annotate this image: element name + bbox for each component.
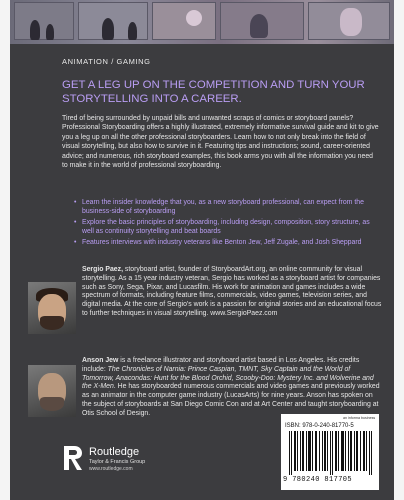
feature-item: • Learn the insider knowledge that you, as a new storyboard professional, can expect from the business-side of storyboarding — [82, 198, 380, 217]
silhouette-figure — [102, 18, 114, 40]
silhouette-figure — [46, 24, 54, 40]
barcode-block — [281, 414, 379, 490]
feature-item: • Features interviews with industry veterans like Benton Jew, Jeff Zugale, and Josh Sheppard — [82, 238, 380, 247]
author-bio-text: . He has storyboarded numerous commercials and video games and previously worked as an animator in the computer game industry (LucasArts) for nine years. Anson has spoken on the subject of storyboards at San Diego Comic Con and at Art Center and taught storyboarding at Otis School of Design. — [82, 383, 380, 417]
informa-label: an informa business — [343, 416, 376, 420]
author-photo-sergio-paez — [28, 282, 76, 334]
author-photo-anson-jew — [28, 365, 76, 417]
routledge-logo-icon — [62, 444, 84, 472]
sketch-character — [186, 10, 202, 26]
barcode-digits: 9 780240 817705 — [283, 476, 353, 484]
publisher-block — [62, 442, 202, 482]
photo-beard — [40, 397, 64, 411]
photo-beard — [40, 316, 64, 330]
back-cover — [10, 0, 394, 500]
publisher-url: www.routledge.com — [89, 466, 133, 472]
silhouette-figure — [250, 14, 268, 38]
publisher-name: Routledge — [89, 446, 140, 458]
feature-item: • Explore the basic principles of storyboarding, including design, composition, story structure, as well as continuity storytelling and beat boards — [82, 218, 380, 237]
author-credits: The Chronicles of Narnia: Prince Caspian, TMNT, Sky Captain and the World of Tomorrow, Anacondas: Hunt for the Blood Orchid, Scooby-Doo: Mystery Inc. and Wolverine and the X-Men — [82, 365, 374, 391]
storyboard-panel — [152, 2, 216, 40]
feature-list — [82, 198, 380, 248]
author-name: Anson Jew — [82, 357, 119, 364]
storyboard-panel — [14, 2, 74, 40]
barcode-bars — [289, 431, 373, 475]
intro-paragraph: Tired of being surrounded by unpaid bills and unwanted scraps of comics or storyboard panels? Professional Storyboarding offers a highly illustrated, extremely informative survival guide and kit to give you a leg up on all the other professional storyboarders. Learn how to not only break into the field of visual storytelling, but also how to survive in it. Featuring tips and instructions; sound, career-oriented advice; and numerous, rich storyboard examples, this book arms you with all the information you need to make it in the world of professional storyboarding. — [62, 115, 379, 170]
silhouette-figure — [30, 20, 40, 40]
sketch-character — [340, 8, 362, 36]
author-bio-anson-jew — [82, 357, 382, 419]
author-name: Sergio Paez, — [82, 266, 123, 273]
author-bio-sergio-paez — [82, 266, 382, 319]
author-bio-text: is a freelance illustrator and storyboard artist based in Los Angeles. His credits include: — [82, 357, 360, 373]
author-bio-text: storyboard artist, founder of StoryboardArt.org, an online community for visual storytelling. As a 15 year industry veteran, Sergio has worked as a storyboard artist for companies such as Sony, Sega, Pixar, and Lucasfilm. His work for animation and games includes a wide spectrum of formats, including feature films, commercials, video games, television series, and digital media. At the core of Sergio's work is a passion for original stories and an educational focus to further techniques in visual storytelling. www.SergioPaez.com — [82, 266, 382, 317]
headline: GET A LEG UP ON THE COMPETITION AND TURN YOUR STORYTELLING INTO A CAREER. — [62, 79, 365, 105]
silhouette-figure — [128, 22, 137, 40]
category-label: ANIMATION / GAMING — [62, 57, 151, 66]
publisher-group: Taylor & Francis Group — [89, 459, 146, 465]
isbn-text: ISBN: 978-0-240-81770-5 — [285, 423, 354, 429]
storyboard-artwork-strip — [10, 0, 394, 44]
